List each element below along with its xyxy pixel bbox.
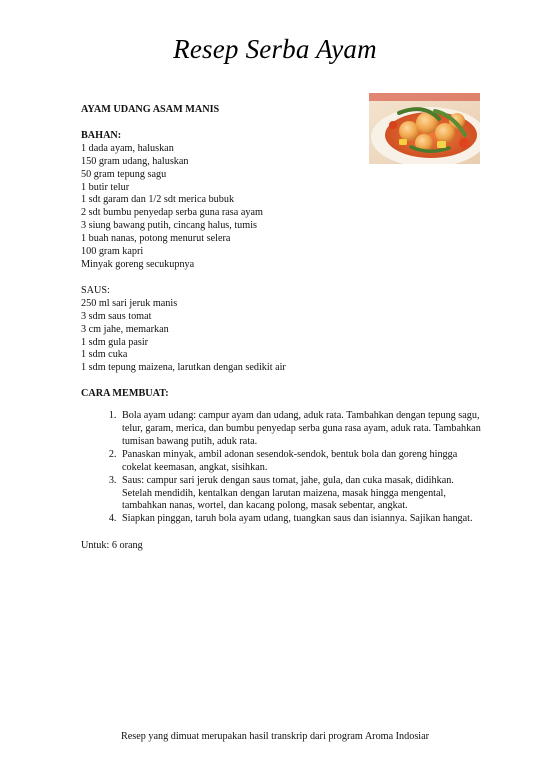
ingredient-item: 1 dada ayam, haluskan [81,142,174,154]
ingredient-item: 1 butir telur [81,181,130,193]
ingredient-item: Minyak goreng secukupnya [81,258,195,270]
ingredient-item: 1 buah nanas, potong menurut selera [81,233,231,245]
method-step: 3. Saus: campur sari jeruk dengan saus tomat, jahe, gula, dan cuka masak, didihkan. Setelah mendidih, kentalkan dengan larutan maizena, masak hingga mengental, tambahkan nanas, wortel, dan kacang polong, masak sebentar, angkat. [119,475,481,514]
recipe-body [81,104,481,553]
ingredient-item: 1 sdt garam dan 1/2 sdt merica bubuk [81,194,235,206]
sauce-item: 3 sdm saus tomat [81,310,152,322]
sauce-item: 250 ml sari jeruk manis [81,297,178,309]
sauce-item: 1 sdm gula pasir [81,336,149,348]
ingredient-item: 2 sdt bumbu penyedap serba guna rasa ayam [81,207,263,219]
sauce-item: 3 cm jahe, memarkan [81,323,169,335]
sauce-list [81,298,481,375]
sauce-item: 1 sdm cuka [81,349,128,361]
method-step: 2. Panaskan minyak, ambil adonan sesendok-sendok, bentuk bola dan goreng hingga cokelat keemasan, angkat, sisihkan. [119,449,481,475]
document-title: Resep Serba Ayam [173,34,377,64]
method-step: 1. Bola ayam udang: campur ayam dan udang, aduk rata. Tambahkan dengan tepung sagu, telur, garam, merica, dan bumbu penyedap serba guna rasa ayam, aduk rata. Tambahkan tumisan bawang putih, aduk rata. [119,410,481,449]
method-step: 4. Siapkan pinggan, taruh bola ayam udang, tuangkan saus dan isiannya. Sajikan hangat. [119,513,481,526]
method-heading: CARA MEMBUAT: [81,388,169,400]
ingredient-item: 3 siung bawang putih, cincang halus, tumis [81,220,257,232]
ingredient-item: 150 gram udang, haluskan [81,155,189,167]
sauce-item: 1 sdm tepung maizena, larutkan dengan sedikit air [81,362,286,374]
ingredient-item: 100 gram kapri [81,246,144,258]
sauce-heading: SAUS: [81,284,110,296]
ingredients-heading: BAHAN: [81,129,122,141]
servings: Untuk: 6 orang [81,540,143,552]
ingredient-item: 50 gram tepung sagu [81,168,167,180]
page-footer: Resep yang dimuat merupakan hasil transkrip dari program Aroma Indosiar [120,731,430,742]
method-steps [81,410,481,526]
recipe-name: AYAM UDANG ASAM MANIS [81,104,220,115]
ingredients-list [81,143,481,272]
